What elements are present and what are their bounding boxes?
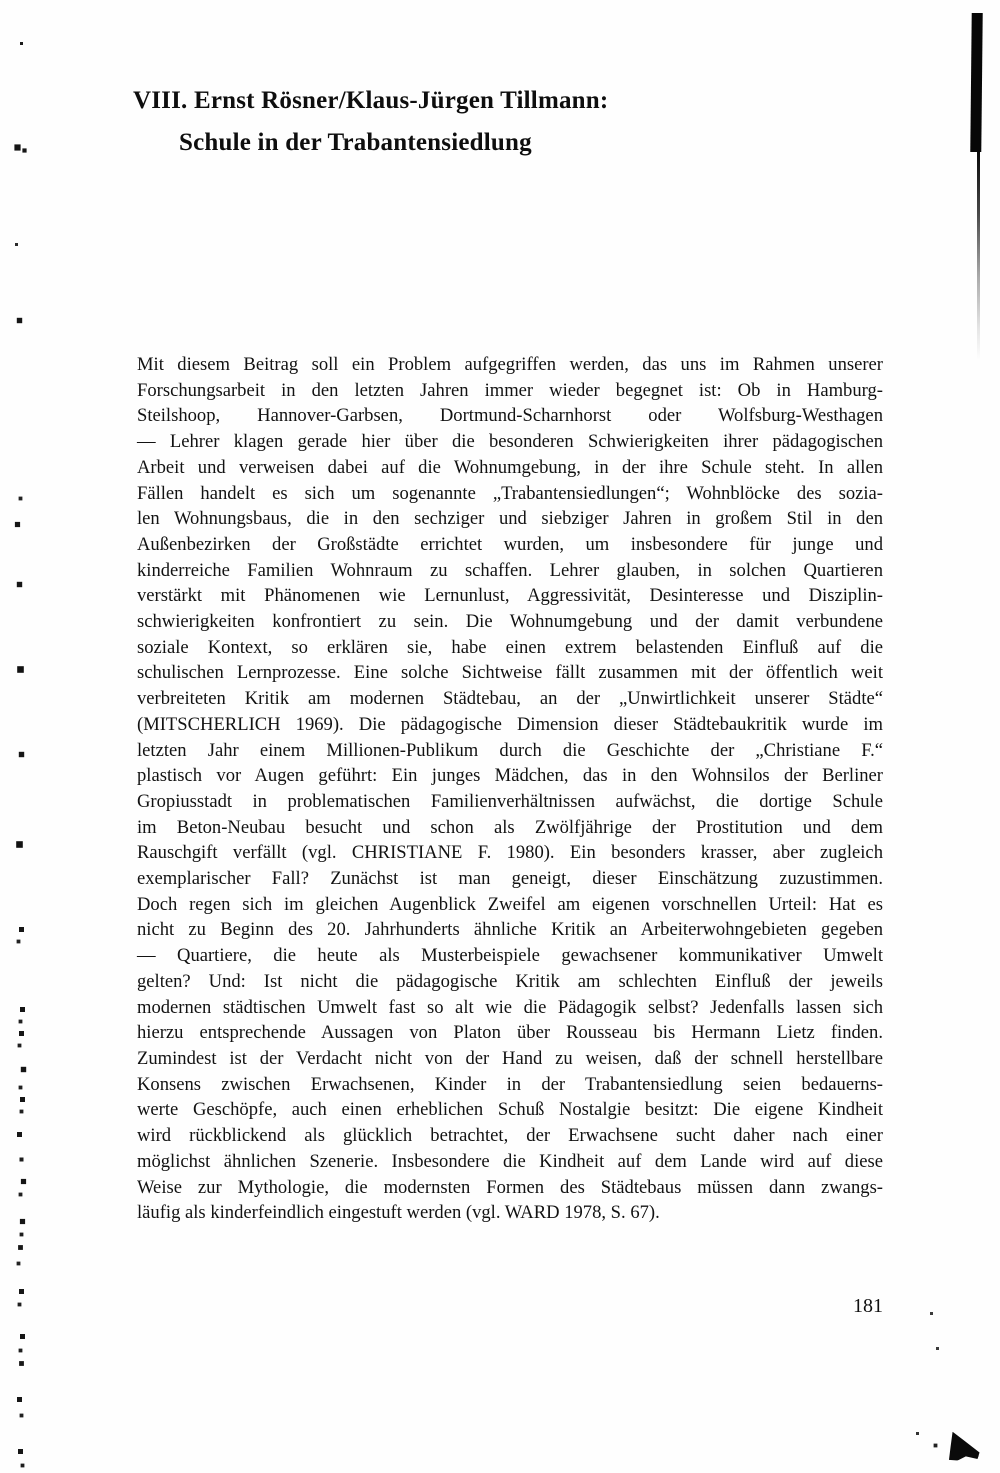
text-line: exemplarischer Fall? Zunächst ist man geneigt, dieser Einschätzung zuzustimmen.	[137, 868, 883, 890]
text-line: Rauschgift verfällt (vgl. CHRISTIANE F. 1980). Ein besonders krasser, aber zugleich	[137, 842, 883, 864]
text-line: gelten? Und: Ist nicht die pädagogische Kritik am schlechten Einfluß der jeweils	[137, 970, 883, 992]
paragraph	[137, 352, 883, 1226]
text-line: verbreiteten Kritik am modernen Städtebau, an der „Unwirtlichkeit unserer Städte“	[137, 688, 883, 710]
text-line: modernen städtischen Umwelt fast so alt wie die Pädagogik selbst? Jedenfalls lassen sich	[137, 996, 883, 1018]
text-line: Gropiusstadt in problematischen Familienverhältnissen aufwächst, die dortige Schule	[137, 790, 883, 812]
text-line: läufig als kinderfeindlich eingestuft werden (vgl. WARD 1978, S. 67).	[137, 1202, 660, 1224]
text-line: möglichst ähnlichen Szenerie. Insbesondere die Kindheit auf dem Lande wird auf diese	[137, 1150, 883, 1172]
text-line: hierzu entsprechende Aussagen von Platon über Rousseau bis Hermann Lietz finden.	[137, 1022, 883, 1044]
scan-speckles	[0, 0, 3, 3]
text-line: nicht zu Beginn des 20. Jahrhunderts ähnliche Kritik an Arbeiterwohngebieten gegeben	[137, 919, 883, 941]
text-line: letzten Jahr einem Millionen-Publikum durch die Geschichte der „Christiane F.“	[137, 739, 883, 761]
chapter-heading-title: Schule in der Trabantensiedlung	[179, 129, 532, 156]
text-line: im Beton-Neubau besucht und schon als Zwölfjährige der Prostitution und dem	[137, 816, 883, 838]
ink-blot	[947, 1430, 980, 1461]
text-line: Forschungsarbeit in den letzten Jahren immer wieder begegnet ist: Ob in Hamburg-	[137, 379, 883, 401]
text-line: Arbeit und verweisen dabei auf die Wohnumgebung, in der ihre Schule steht. In allen	[137, 456, 883, 478]
text-line: kinderreiche Familien Wohnraum zu schaffen. Lehrer glauben, in solchen Quartieren	[137, 559, 883, 581]
text-line: Außenbezirken der Großstädte errichtet wurden, um insbesondere für junge und	[137, 533, 883, 555]
text-line: Doch regen sich im gleichen Augenblick Zweifel am eigenen vorschnellen Urteil: Hat es	[137, 893, 883, 915]
text-line: Weise zur Mythologie, die modernsten Formen des Städtebaus müssen dann zwangs-	[137, 1176, 883, 1198]
text-line: schwierigkeiten konfrontiert zu sein. Die Wohnumgebung und der damit verbundene	[137, 611, 883, 633]
text-line: wird rückblickend als glücklich betrachtet, der Erwachsene sucht daher nach einer	[137, 1125, 883, 1147]
text-line: — Lehrer klagen gerade hier über die besonderen Schwierigkeiten ihrer pädagogischen	[137, 431, 883, 453]
text-line: werte Geschöpfe, auch einen erheblichen Schuß Nostalgie besitzt: Die eigene Kindheit	[137, 1099, 883, 1121]
chapter-heading	[133, 80, 608, 164]
text-line: — Quartiere, die heute als Musterbeispiele gewachsener kommunikativer Umwelt	[137, 945, 883, 967]
text-line: Zumindest ist der Verdacht nicht von der Hand zu weisen, daß der schnell herstellbare	[137, 1047, 883, 1069]
text-line: len Wohnungsbaus, die in den sechziger und siebziger Jahren in großem Stil in den	[137, 508, 883, 530]
text-line: Steilshoop, Hannover-Garbsen, Dortmund-Scharnhorst oder Wolfsburg-Westhagen	[137, 405, 883, 427]
text-line: (MITSCHERLICH 1969). Die pädagogische Dimension dieser Städtebaukritik wurde im	[137, 713, 883, 735]
text-line: Mit diesem Beitrag soll ein Problem aufgegriffen werden, das uns im Rahmen unserer	[137, 354, 883, 375]
chapter-heading-authors: VIII. Ernst Rösner/Klaus-Jürgen Tillmann:	[133, 87, 609, 114]
page-number: 181	[853, 1295, 883, 1317]
text-line: schulischen Lernprozesse. Eine solche Sichtweise fällt zusammen mit der öffentlich weit	[137, 662, 883, 684]
text-line: plastisch vor Augen geführt: Ein junges Mädchen, das in den Wohnsilos der Berliner	[137, 765, 883, 787]
scan-artifact-bar	[970, 13, 982, 152]
text-line: soziale Kontext, so erklären sie, habe einen extrem belastenden Einfluß auf die	[137, 636, 883, 658]
scan-artifact-line	[977, 150, 980, 360]
text-line: Fällen handelt es sich um sogenannte „Trabantensiedlungen“; Wohnblöcke des sozia-	[137, 482, 883, 504]
text-line: Konsens zwischen Erwachsenen, Kinder in der Trabantensiedlung seien bedauerns-	[137, 1073, 883, 1095]
text-line: verstärkt mit Phänomenen wie Lernunlust, Aggressivität, Desinteresse und Disziplin-	[137, 585, 883, 607]
